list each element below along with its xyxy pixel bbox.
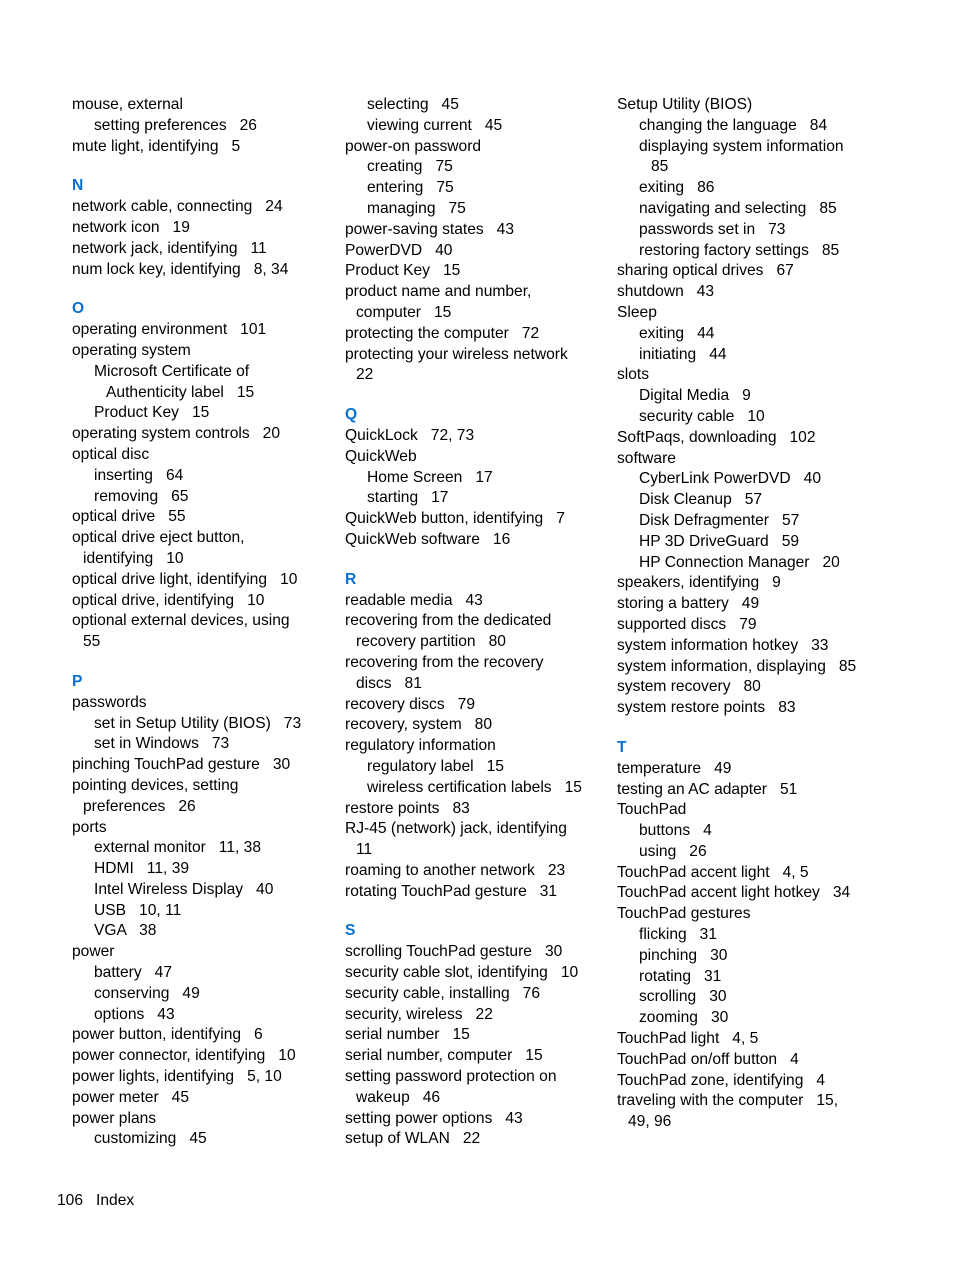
index-entry: pointing devices, setting: [72, 776, 239, 794]
index-entry: computer 15: [356, 303, 452, 321]
section-letter: S: [345, 922, 356, 940]
index-subentry: removing 65: [94, 487, 189, 505]
index-subentry: Disk Cleanup 57: [639, 491, 763, 509]
section-letter: P: [72, 672, 83, 690]
section-letter: Q: [345, 406, 358, 424]
index-entry: operating system: [72, 341, 191, 359]
index-entry: 11: [356, 841, 373, 859]
index-entry: pinching TouchPad gesture 30: [72, 756, 291, 774]
index-entry: network cable, connecting 24: [72, 198, 283, 216]
section-letter: R: [345, 570, 357, 588]
index-subentry: Digital Media 9: [639, 387, 751, 405]
index-subentry: conserving 49: [94, 984, 200, 1002]
index-entry: protecting your wireless network: [345, 345, 568, 363]
index-entry: supported discs 79: [617, 615, 757, 633]
index-entry: shutdown 43: [617, 283, 715, 301]
index-subentry: rotating 31: [639, 967, 722, 985]
index-subentry: selecting 45: [367, 96, 459, 113]
index-entry: setup of WLAN 22: [345, 1130, 481, 1148]
index-entry: discs 81: [356, 674, 422, 692]
index-entry: identifying 10: [83, 549, 184, 567]
index-entry: Product Key 15: [345, 262, 461, 280]
index-subentry: managing 75: [367, 199, 466, 217]
index-subentry: options 43: [94, 1005, 175, 1023]
index-entry: recovery, system 80: [345, 716, 493, 734]
index-entry: power meter 45: [72, 1088, 190, 1106]
index-entry: optical drive, identifying 10: [72, 591, 265, 609]
index-subentry: wireless certification labels 15: [367, 778, 582, 796]
index-entry: TouchPad zone, identifying 4: [617, 1071, 826, 1089]
index-entry: restore points 83: [345, 799, 470, 817]
index-entry: rotating TouchPad gesture 31: [345, 882, 558, 900]
index-entry: QuickLock 72, 73: [345, 426, 475, 444]
index-entry: roaming to another network 23: [345, 861, 566, 879]
index-entry: passwords: [72, 693, 147, 711]
index-subentry: restoring factory settings 85: [639, 241, 840, 259]
index-entry: testing an AC adapter 51: [617, 780, 798, 798]
index-entry: product name and number,: [345, 283, 532, 301]
index-entry: 49, 96: [628, 1113, 672, 1131]
index-entry: protecting the computer 72: [345, 324, 540, 342]
index-entry: operating environment 101: [72, 321, 267, 339]
index-entry: security cable slot, identifying 10: [345, 964, 579, 982]
index-entry: Setup Utility (BIOS): [617, 96, 753, 113]
index-subentry: pinching 30: [639, 946, 728, 964]
index-entry: power button, identifying 6: [72, 1026, 263, 1044]
index-subentry: USB 10, 11: [94, 901, 182, 919]
index-subentry: set in Setup Utility (BIOS) 73: [94, 714, 302, 732]
index-entry: PowerDVD 40: [345, 241, 453, 259]
index-entry: RJ-45 (network) jack, identifying: [345, 820, 567, 838]
index-entry: TouchPad light 4, 5: [617, 1030, 759, 1048]
index-entry: software: [617, 449, 676, 467]
index-entry: sharing optical drives 67: [617, 262, 794, 280]
index-entry: 22: [356, 366, 374, 384]
index-subentry: Product Key 15: [94, 404, 210, 422]
index-entry: num lock key, identifying 8, 34: [72, 260, 289, 278]
index-subentry: entering 75: [367, 179, 454, 197]
index-entry: system information, displaying 85: [617, 657, 857, 675]
index-subentry: zooming 30: [639, 1009, 729, 1027]
index-entry: serial number, computer 15: [345, 1047, 543, 1065]
index-subentry: navigating and selecting 85: [639, 199, 837, 217]
index-entry: scrolling TouchPad gesture 30: [345, 943, 563, 961]
index-subentry: regulatory label 15: [367, 757, 504, 775]
index-column-3: [617, 95, 887, 1133]
index-entry: security cable, installing 76: [345, 984, 541, 1002]
index-entry: recovering from the dedicated: [345, 612, 552, 630]
index-subentry: Intel Wireless Display 40: [94, 880, 274, 898]
index-subentry: HDMI 11, 39: [94, 860, 190, 878]
index-subentry: customizing 45: [94, 1130, 207, 1148]
index-subentry: using 26: [639, 842, 707, 860]
index-entry: power connector, identifying 10: [72, 1047, 296, 1065]
index-subentry: battery 47: [94, 964, 173, 982]
index-entry: operating system controls 20: [72, 425, 281, 443]
index-subentry: inserting 64: [94, 466, 184, 484]
index-entry: optical drive eject button,: [72, 529, 245, 547]
index-entry: setting power options 43: [345, 1109, 523, 1127]
index-entry: optical disc: [72, 445, 150, 463]
index-entry: TouchPad: [617, 801, 687, 819]
index-entry: network icon 19: [72, 218, 190, 236]
index-subentry: exiting 86: [639, 179, 715, 197]
index-entry: power-on password: [345, 137, 482, 155]
index-entry: regulatory information: [345, 737, 496, 755]
index-entry: SoftPaqs, downloading 102: [617, 428, 816, 446]
index-column-2: [345, 95, 607, 1150]
index-entry: mute light, identifying 5: [72, 137, 241, 155]
index-entry: TouchPad on/off button 4: [617, 1050, 799, 1068]
index-subentry: setting preferences 26: [94, 116, 257, 134]
index-subentry: Authenticity label 15: [106, 383, 255, 401]
index-entry: optical drive 55: [72, 508, 186, 526]
index-subentry: passwords set in 73: [639, 220, 786, 238]
index-subentry: set in Windows 73: [94, 735, 230, 753]
index-entry: power-saving states 43: [345, 220, 515, 238]
index-subentry: HP 3D DriveGuard 59: [639, 532, 800, 550]
index-subentry: scrolling 30: [639, 988, 727, 1006]
section-name: Index: [96, 1192, 135, 1209]
index-entry: recovering from the recovery: [345, 653, 544, 671]
index-entry: TouchPad accent light 4, 5: [617, 863, 809, 881]
index-entry: 55: [83, 633, 101, 651]
index-subentry: HP Connection Manager 20: [639, 553, 840, 571]
index-entry: slots: [617, 366, 650, 384]
section-letter: O: [72, 300, 85, 318]
index-entry: QuickWeb software 16: [345, 530, 511, 548]
index-subentry: buttons 4: [639, 822, 712, 840]
index-entry: system restore points 83: [617, 699, 796, 717]
index-subentry: changing the language 84: [639, 116, 828, 134]
index-entry: system recovery 80: [617, 678, 761, 696]
index-entry: power plans: [72, 1109, 157, 1127]
index-entry: optical drive light, identifying 10: [72, 570, 298, 588]
index-subentry: 85: [651, 158, 669, 176]
index-entry: TouchPad accent light hotkey 34: [617, 884, 851, 902]
index-subentry: Home Screen 17: [367, 468, 493, 486]
index-entry: storing a battery 49: [617, 595, 760, 613]
section-letter: T: [617, 738, 627, 756]
index-subentry: initiating 44: [639, 345, 727, 363]
index-subentry: exiting 44: [639, 324, 715, 342]
index-subentry: starting 17: [367, 489, 449, 507]
index-entry: network jack, identifying 11: [72, 239, 267, 257]
index-entry: system information hotkey 33: [617, 636, 829, 654]
index-subentry: external monitor 11, 38: [94, 839, 262, 857]
index-entry: traveling with the computer 15,: [617, 1092, 839, 1110]
index-subentry: VGA 38: [94, 922, 157, 940]
index-subentry: displaying system information: [639, 137, 844, 155]
index-subentry: security cable 10: [639, 407, 765, 425]
index-entry: security, wireless 22: [345, 1005, 493, 1023]
index-entry: power lights, identifying 5, 10: [72, 1068, 282, 1086]
page-footer: [57, 1191, 134, 1211]
page-number: 106: [57, 1192, 84, 1209]
index-subentry: flicking 31: [639, 926, 718, 944]
index-entry: wakeup 46: [356, 1088, 441, 1106]
index-entry: Sleep: [617, 303, 657, 321]
index-entry: ports: [72, 818, 107, 836]
section-letter: N: [72, 177, 84, 195]
index-column-1: [72, 95, 334, 1150]
index-entry: TouchPad gestures: [617, 905, 751, 923]
index-subentry: Disk Defragmenter 57: [639, 511, 800, 529]
index-entry: recovery partition 80: [356, 633, 506, 651]
index-entry: setting password protection on: [345, 1068, 557, 1086]
index-entry: optional external devices, using: [72, 612, 290, 630]
index-subentry: creating 75: [367, 158, 453, 176]
index-subentry: CyberLink PowerDVD 40: [639, 470, 822, 488]
index-subentry: Microsoft Certificate of: [94, 362, 250, 380]
index-entry: preferences 26: [83, 797, 196, 815]
index-entry: power: [72, 943, 115, 961]
index-entry: temperature 49: [617, 759, 732, 777]
index-entry: mouse, external: [72, 96, 183, 113]
index-subentry: viewing current 45: [367, 116, 503, 134]
index-entry: QuickWeb button, identifying 7: [345, 510, 565, 528]
index-entry: speakers, identifying 9: [617, 574, 781, 592]
index-entry: QuickWeb: [345, 447, 417, 465]
index-entry: recovery discs 79: [345, 695, 475, 713]
index-entry: readable media 43: [345, 591, 483, 609]
index-entry: serial number 15: [345, 1026, 470, 1044]
